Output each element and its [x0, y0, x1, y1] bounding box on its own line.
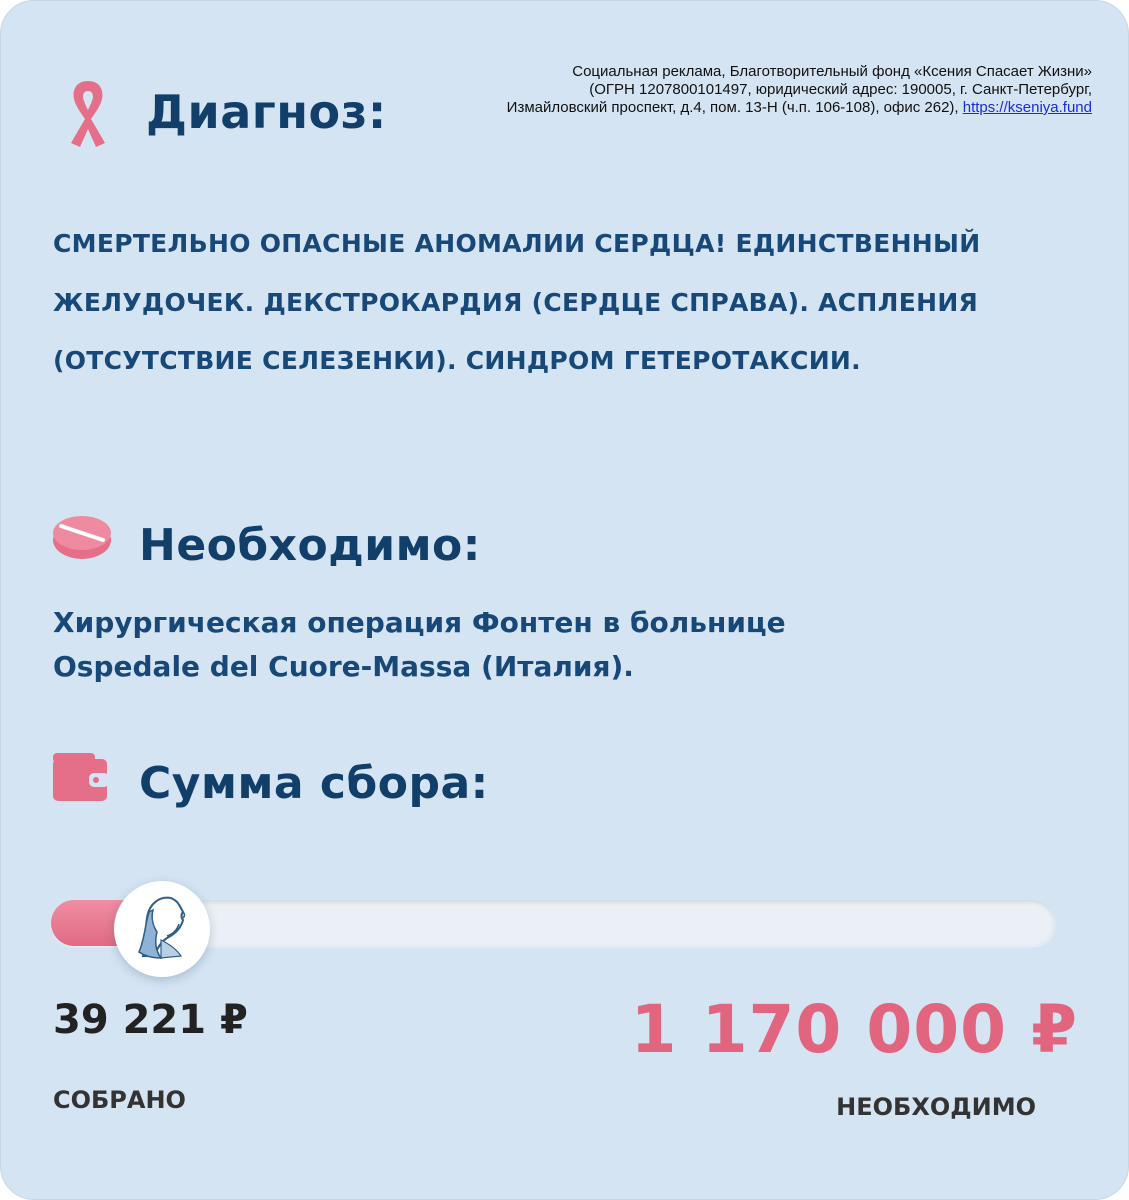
fund-website-link[interactable]: https://kseniya.fund [962, 99, 1092, 116]
ad-note-line-1: Социальная реклама, Благотворительный фонд «Ксения Спасает Жизни» [572, 63, 1092, 80]
raised-amount: 39 221 ₽ [53, 997, 248, 1043]
goal-label: НЕОБХОДИМО [836, 1093, 1036, 1121]
raised-label: СОБРАНО [53, 1086, 186, 1114]
ad-note-line-3-text: Измайловский проспект, д.4, пом. 13-Н (ч.п. 106-108), офис 262), [506, 99, 963, 116]
pill-icon [51, 514, 113, 566]
fundraising-heading: Сумма сбора: [139, 758, 489, 809]
ad-note-line-3 [392, 99, 1092, 117]
required-text [53, 601, 1013, 689]
required-text-line-2: Ospedale del Cuore-Massa (Италия). [53, 650, 634, 683]
required-heading: Необходимо: [139, 520, 481, 571]
diagnosis-text: СМЕРТЕЛЬНО ОПАСНЫЕ АНОМАЛИИ СЕРДЦА! ЕДИНСТВЕННЫЙ ЖЕЛУДОЧЕК. ДЕКСТРОКАРДИЯ (СЕРДЦЕ СПРАВА). АСПЛЕНИЯ (ОТСУТСТВИЕ СЕЛЕЗЕНКИ). СИНДРОМ ГЕТЕРОТАКСИИ. [53, 229, 981, 375]
goal-amount: 1 170 000 ₽ [630, 991, 1078, 1068]
progress-knob [114, 881, 210, 977]
required-text-line-1: Хирургическая операция Фонтен в больнице [53, 606, 786, 639]
social-ad-disclaimer [392, 63, 1092, 117]
wallet-icon [53, 753, 109, 807]
ad-note-line-2: (ОГРН 1207800101497, юридический адрес: 190005, г. Санкт-Петербург, [589, 81, 1092, 98]
awareness-ribbon-icon [63, 77, 113, 153]
diagnosis-heading: Диагноз: [146, 85, 387, 139]
woman-profile-avatar-icon [125, 890, 199, 968]
